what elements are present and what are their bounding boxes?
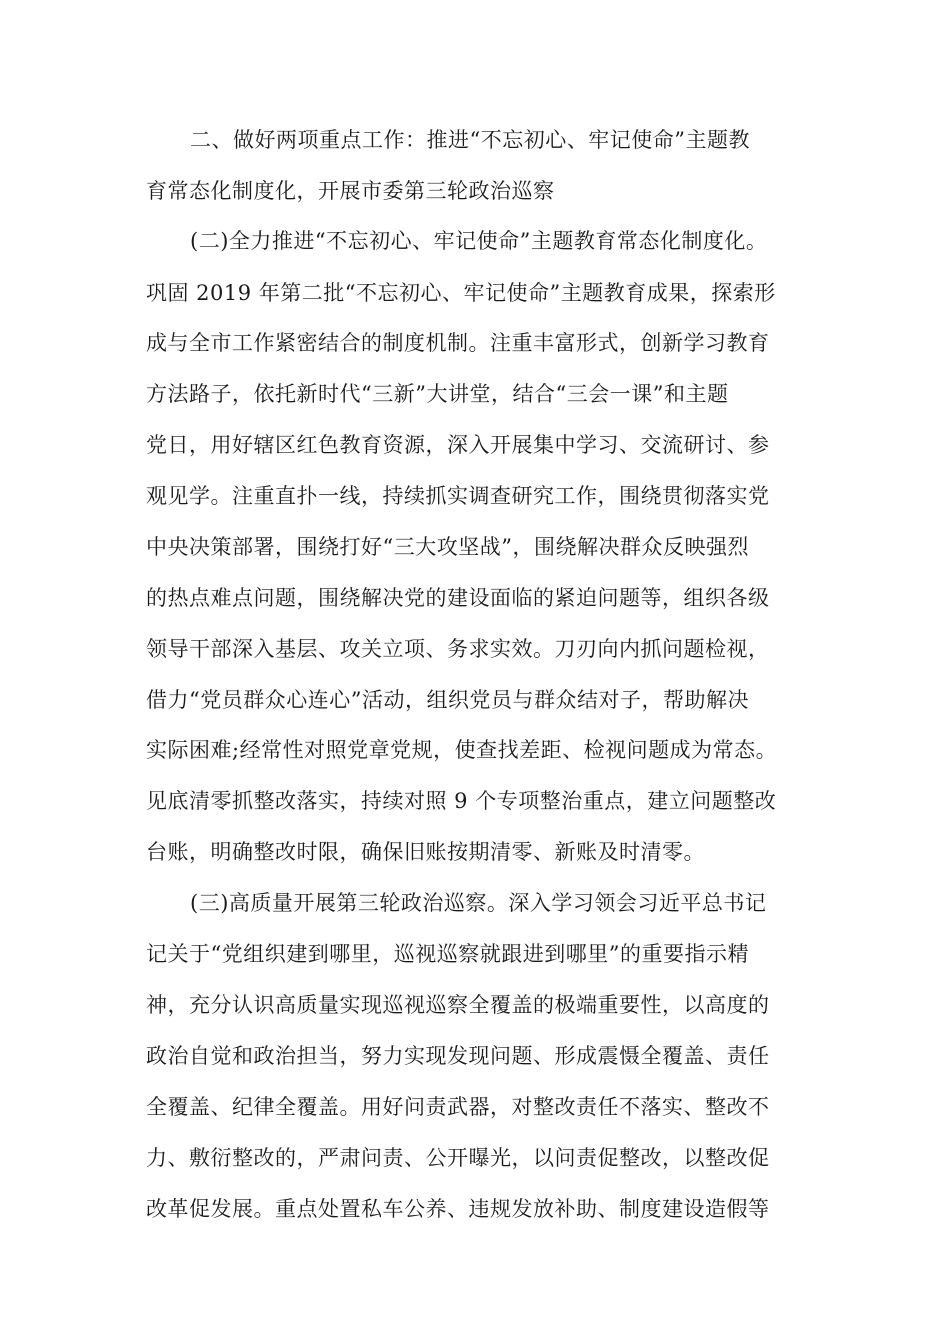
section-heading-line: 育常态化制度化，开展市委第三轮政治巡察 [146,179,555,203]
paragraph-line: 全覆盖、纪律全覆盖。用好问责武器，对整改责任不落实、整改不 [146,1095,770,1119]
paragraph-line: 党日，用好辖区红色教育资源，深入开展集中学习、交流研讨、参 [146,433,770,457]
paragraph-line: 方法路子，依托新时代“三新”大讲堂，结合“三会一课”和主题 [146,382,729,406]
paragraph-line: (三)高质量开展第三轮政治巡察。深入学习领会习近平总书记 [190,891,767,915]
paragraph-line: 的热点难点问题，围绕解决党的建设面临的紧迫问题等，组织各级 [146,586,770,610]
paragraph-line: 神，充分认识高质量实现巡视巡察全覆盖的极端重要性，以高度的 [146,993,770,1017]
paragraph-line: 成与全市工作紧密结合的制度机制。注重丰富形式，创新学习教育 [146,331,770,355]
paragraph-line: 政治自觉和政治担当，努力实现发现问题、形成震慑全覆盖、责任 [146,1044,770,1068]
paragraph-line: 力、敷衍整改的，严肃问责、公开曝光，以问责促整改，以整改促 [146,1146,770,1170]
paragraph-line: 领导干部深入基层、攻关立项、务求实效。刀刃向内抓问题检视， [146,637,770,661]
paragraph-line: 借力“党员群众心连心”活动，组织党员与群众结对子，帮助解决 [146,688,749,712]
paragraph-line: (二)全力推进“不忘初心、牢记使命”主题教育常态化制度化。 [190,229,768,253]
paragraph-line: 记关于“党组织建到哪里，巡视巡察就跟进到哪里”的重要指示精 [146,942,749,966]
paragraph-line: 见底清零抓整改落实，持续对照 9 个专项整治重点，建立问题整改 [146,789,777,813]
paragraph-line: 实际困难;经常性对照党章党规，使查找差距、检视问题成为常态。 [146,738,778,762]
paragraph-line: 观见学。注重直扑一线，持续抓实调查研究工作，围绕贯彻落实党 [146,484,770,508]
section-heading-line: 二、做好两项重点工作：推进“不忘初心、牢记使命”主题教 [190,128,750,152]
paragraph-line: 台账，明确整改时限，确保旧账按期清零、新账及时清零。 [146,840,705,864]
paragraph-line: 中央决策部署，围绕打好“三大攻坚战”，围绕解决群众反映强烈 [146,535,749,559]
paragraph-line: 改革促发展。重点处置私车公养、违规发放补助、制度建设造假等 [146,1197,770,1221]
paragraph-line: 巩固 2019 年第二批“不忘初心、牢记使命”主题教育成果，探索形 [146,281,776,305]
